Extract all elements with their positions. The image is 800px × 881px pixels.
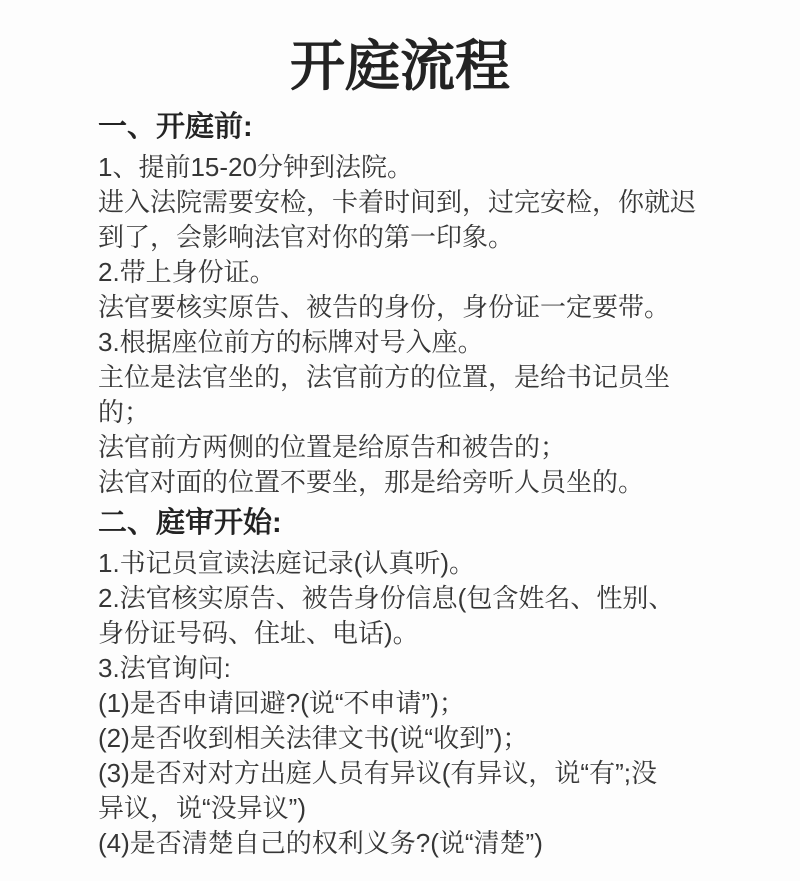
text-line: 1.书记员宣读法庭记录(认真听)。 bbox=[98, 548, 476, 578]
text-line: (1)是否申请回避?(说“不申请”)； bbox=[98, 688, 465, 718]
section-2-heading: 二、庭审开始: bbox=[98, 507, 282, 539]
text-line: 法官对面的位置不要坐，那是给旁听人员坐的。 bbox=[98, 467, 645, 497]
text-line: 主位是法官坐的，法官前方的位置，是给书记员坐 bbox=[98, 362, 671, 392]
text-line: 身份证号码、住址、电话)。 bbox=[98, 618, 419, 648]
text-line: 异议，说“没异议”) bbox=[98, 793, 306, 823]
document-body bbox=[0, 104, 800, 861]
page-title: 开庭流程 bbox=[289, 35, 510, 97]
text-line: 3.根据座位前方的标牌对号入座。 bbox=[98, 327, 484, 357]
text-line: (3)是否对对方出庭人员有异议(有异议，说“有”;没 bbox=[98, 758, 657, 788]
text-line: 1、提前15-20分钟到法院。 bbox=[98, 152, 413, 182]
text-line: 进入法院需要安检，卡着时间到，过完安检，你就迟 bbox=[98, 187, 697, 217]
section-1-heading: 一、开庭前: bbox=[98, 111, 253, 143]
text-line: 到了，会影响法官对你的第一印象。 bbox=[98, 222, 515, 252]
text-line: 的； bbox=[98, 397, 151, 427]
text-line: 3.法官询问: bbox=[98, 653, 231, 683]
text-line: 2.法官核实原告、被告身份信息(包含姓名、性别、 bbox=[98, 583, 675, 613]
text-line: 2.带上身份证。 bbox=[98, 257, 276, 287]
text-line: (4)是否清楚自己的权利义务?(说“清楚”) bbox=[98, 828, 543, 858]
text-line: 法官前方两侧的位置是给原告和被告的； bbox=[98, 432, 567, 462]
text-line: 法官要核实原告、被告的身份，身份证一定要带。 bbox=[98, 292, 671, 322]
text-line: (2)是否收到相关法律文书(说“收到”)； bbox=[98, 723, 529, 753]
